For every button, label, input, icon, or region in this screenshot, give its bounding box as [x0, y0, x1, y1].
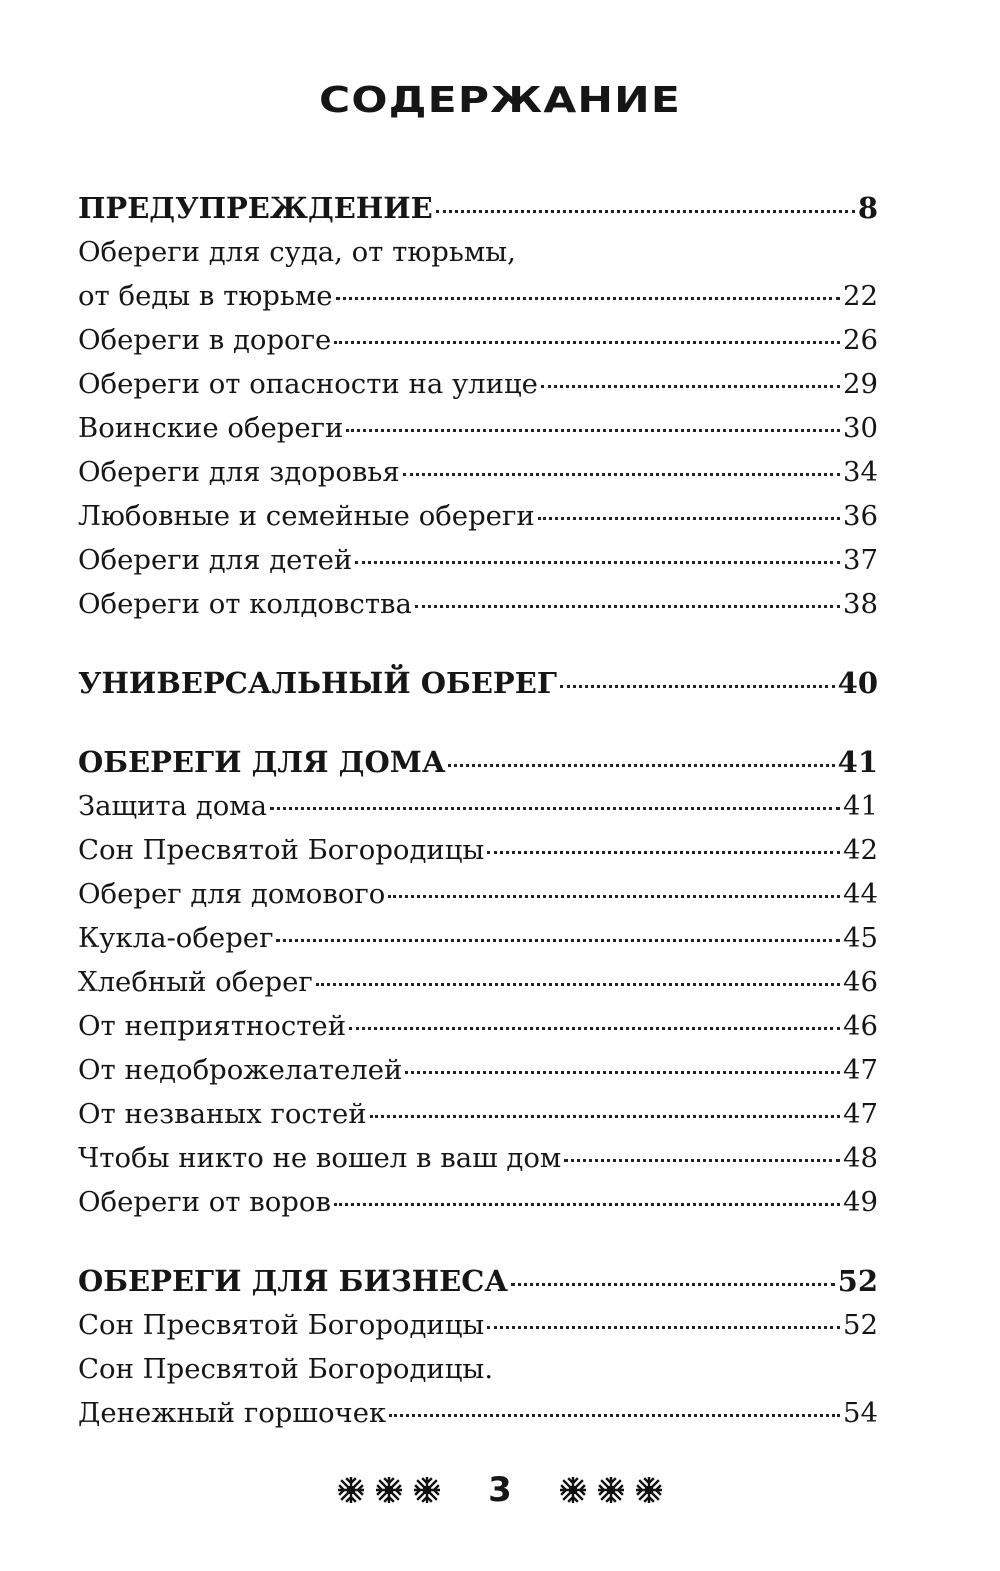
entry-page-number: 42: [843, 834, 878, 866]
toc-entry: [78, 784, 878, 828]
dot-leader: [403, 473, 840, 476]
toc-entry: [78, 538, 878, 582]
entry-title: ОБЕРЕГИ ДЛЯ ДОМА: [78, 745, 446, 779]
entry-title: Обереги от опасности на улице: [78, 368, 538, 400]
snowflake-ornament-icon: [414, 1477, 440, 1503]
entry-page-number: 46: [843, 966, 878, 998]
entry-title: Обереги от воров: [78, 1186, 331, 1218]
dot-leader: [276, 939, 840, 942]
dot-leader: [389, 1414, 840, 1417]
dot-leader: [355, 561, 840, 564]
table-of-contents: [78, 186, 878, 1435]
dot-leader: [334, 341, 840, 344]
entry-title: УНИВЕРСАЛЬНЫЙ ОБЕРЕГ: [78, 666, 557, 700]
entry-title: Оберег для домового: [78, 878, 386, 910]
entry-page-number: 46: [843, 1010, 878, 1042]
dot-leader: [334, 1203, 840, 1206]
entry-page-number: 36: [843, 500, 878, 532]
section-heading: [78, 1259, 878, 1303]
toc-entry: [78, 406, 878, 450]
entry-title: Обереги для здоровья: [78, 456, 400, 488]
entry-title: От недоброжелателей: [78, 1054, 403, 1086]
entry-page-number: 48: [843, 1142, 878, 1174]
entry-page-number: 54: [843, 1397, 878, 1429]
dot-leader: [349, 1027, 840, 1030]
toc-entry: [78, 318, 878, 362]
dot-leader: [336, 297, 840, 300]
entry-page-number: 29: [843, 368, 878, 400]
dot-leader: [541, 385, 840, 388]
entry-title: Хлебный оберег: [78, 966, 313, 998]
dot-leader: [316, 983, 840, 986]
entry-page-number: 44: [843, 878, 878, 910]
dot-leader: [370, 1115, 840, 1118]
dot-leader: [270, 807, 840, 810]
dot-leader: [415, 605, 840, 608]
entry-title: От незваных гостей: [78, 1098, 367, 1130]
section-heading: [78, 186, 878, 230]
entry-page-number: 47: [843, 1098, 878, 1130]
snowflake-ornament-icon: [376, 1477, 402, 1503]
dot-leader: [538, 517, 840, 520]
toc-entry: [78, 1391, 878, 1435]
snowflake-ornament-icon: [636, 1477, 662, 1503]
entry-page-number: 49: [843, 1186, 878, 1218]
entry-page-number: 41: [843, 790, 878, 822]
entry-title: ПРЕДУПРЕЖДЕНИЕ: [78, 191, 433, 225]
entry-title: ОБЕРЕГИ ДЛЯ БИЗНЕСА: [78, 1264, 508, 1298]
toc-entry: [78, 1092, 878, 1136]
dot-leader: [487, 851, 840, 854]
entry-page-number: 37: [843, 544, 878, 576]
entry-title: Защита дома: [78, 790, 268, 822]
section-heading: [78, 740, 878, 784]
dot-leader: [436, 210, 855, 213]
page-footer: [0, 1470, 1000, 1510]
entry-page-number: 26: [843, 324, 878, 356]
entry-page-number: 41: [837, 745, 878, 779]
entry-title: от беды в тюрьме: [78, 280, 333, 312]
toc-entry: [78, 582, 878, 626]
snowflake-ornament-icon: [598, 1477, 624, 1503]
toc-entry: [78, 1004, 878, 1048]
toc-entry: [78, 1048, 878, 1092]
toc-entry: [78, 960, 878, 1004]
entry-page-number: 34: [843, 456, 878, 488]
entry-page-number: 45: [843, 922, 878, 954]
dot-leader: [487, 1326, 840, 1329]
entry-title: От неприятностей: [78, 1010, 347, 1042]
entry-title: Сон Пресвятой Богородицы: [78, 1309, 485, 1341]
entry-title-first-line: Сон Пресвятой Богородицы.: [78, 1353, 494, 1385]
toc-entry: [78, 1136, 878, 1180]
dot-leader: [560, 685, 835, 688]
entry-page-number: 38: [843, 588, 878, 620]
section-heading: [78, 661, 878, 705]
page-title: СОДЕРЖАНИЕ: [318, 80, 682, 121]
toc-entry: [78, 362, 878, 406]
dot-leader: [388, 895, 840, 898]
page-number: 3: [488, 1470, 512, 1510]
toc-entry: [78, 494, 878, 538]
toc-entry: [78, 450, 878, 494]
entry-title: Обереги от колдовства: [78, 588, 412, 620]
dot-leader: [511, 1283, 835, 1286]
entry-page-number: 30: [843, 412, 878, 444]
entry-title: Кукла-оберег: [78, 922, 274, 954]
section-gap: [78, 626, 878, 661]
entry-page-number: 52: [837, 1264, 878, 1298]
dot-leader: [346, 429, 840, 432]
snowflake-ornament-icon: [560, 1477, 586, 1503]
toc-entry: [78, 274, 878, 318]
dot-leader: [564, 1159, 840, 1162]
entry-page-number: 47: [843, 1054, 878, 1086]
entry-page-number: 40: [837, 666, 878, 700]
entry-title: Денежный горшочек: [78, 1397, 387, 1429]
entry-title: Чтобы никто не вошел в ваш дом: [78, 1142, 562, 1174]
section-gap: [78, 705, 878, 740]
section-gap: [78, 1224, 878, 1259]
dot-leader: [448, 764, 834, 767]
entry-title: Сон Пресвятой Богородицы: [78, 834, 485, 866]
toc-entry: [78, 1180, 878, 1224]
toc-entry: [78, 916, 878, 960]
ornament-left: [338, 1477, 440, 1503]
entry-title: Обереги в дороге: [78, 324, 332, 356]
entry-title: Обереги для детей: [78, 544, 353, 576]
dot-leader: [405, 1071, 840, 1074]
entry-page-number: 22: [843, 280, 878, 312]
toc-entry: [78, 1303, 878, 1347]
ornament-right: [560, 1477, 662, 1503]
entry-page-number: 52: [843, 1309, 878, 1341]
entry-title: Воинские обереги: [78, 412, 344, 444]
entry-title-first-line: Обереги для суда, от тюрьмы,: [78, 236, 516, 268]
entry-page-number: 8: [857, 191, 878, 225]
snowflake-ornament-icon: [338, 1477, 364, 1503]
entry-title: Любовные и семейные обереги: [78, 500, 535, 532]
toc-entry: [78, 872, 878, 916]
toc-entry: [78, 828, 878, 872]
